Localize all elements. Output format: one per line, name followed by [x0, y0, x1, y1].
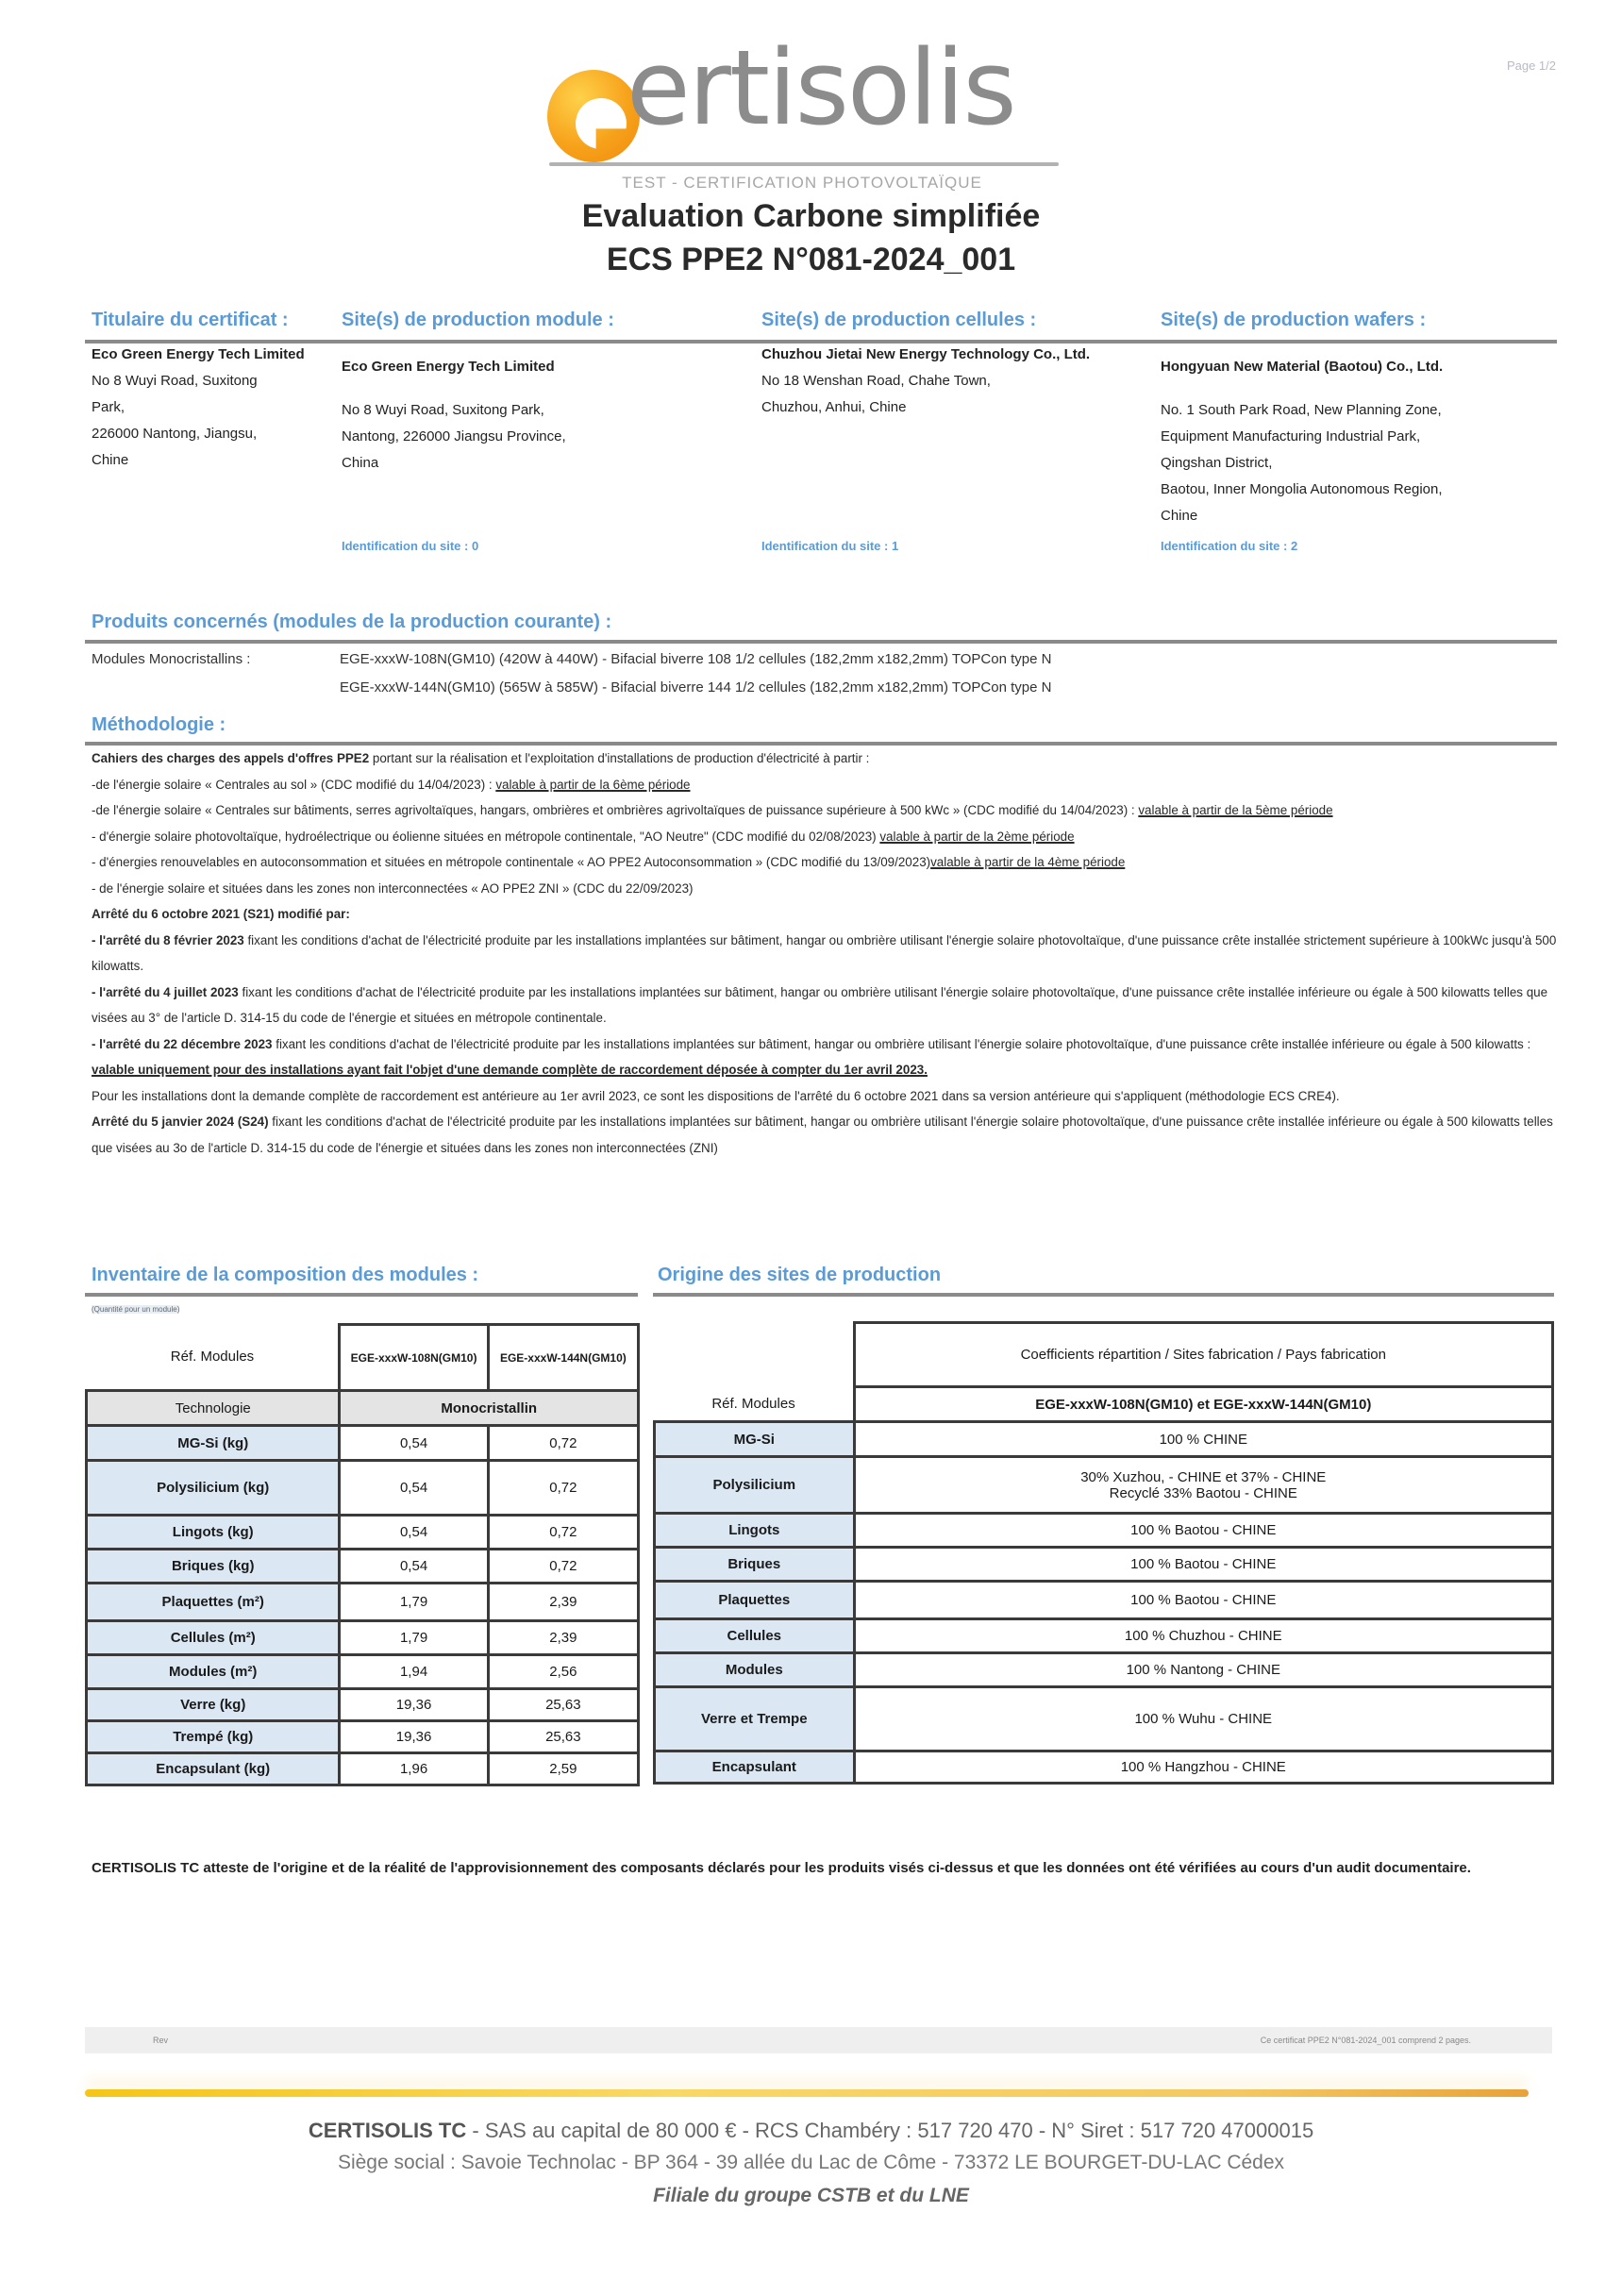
products-label: Modules Monocristallins :: [92, 651, 251, 667]
holder-name: Eco Green Energy Tech Limited: [92, 346, 305, 362]
company-address: Siège social : Savoie Technolac - BP 364 - 39 allée du Lac de Côme - 73372 LE BOURGET-DU-LAC Cédex: [337, 2152, 1285, 2173]
row-value-line: Recyclé 33% Baotou - CHINE: [1109, 1484, 1297, 1501]
table-row: [87, 1584, 639, 1621]
row-value: 0,72: [488, 1426, 638, 1461]
row-label: Verre (kg): [87, 1689, 340, 1721]
table-row: [87, 1461, 639, 1516]
table-row: [87, 1655, 639, 1689]
holder-address-line: No 8 Wuyi Road, Suxitong: [92, 373, 258, 389]
wafer-site-name: Hongyuan New Material (Baotou) Co., Ltd.: [1161, 359, 1444, 375]
certificate-number: ECS PPE2 N°081-2024_001: [606, 242, 1016, 277]
wafer-site-address-line: Equipment Manufacturing Industrial Park,: [1161, 428, 1421, 444]
row-label: Lingots: [655, 1514, 855, 1548]
row-value: 1,94: [340, 1655, 488, 1689]
table-row: [655, 1422, 1553, 1457]
section-divider: [653, 1293, 1554, 1297]
wafer-site-address-line: Chine: [1161, 508, 1198, 524]
row-label: Briques: [655, 1548, 855, 1582]
meth-validity: valable à partir de la 5ème période: [1138, 803, 1333, 817]
meth-bold: - l'arrêté du 22 décembre 2023: [92, 1036, 273, 1051]
row-value-line: 30% Xuzhou, - CHINE et 37% - CHINE: [1080, 1468, 1327, 1485]
logo-tagline: TEST - CERTIFICATION PHOTOVOLTAÏQUE: [622, 174, 982, 192]
table-row: [87, 1621, 639, 1655]
company-legal-line: [0, 2119, 1622, 2143]
blank-cell: [655, 1323, 855, 1387]
holder-address-line: Park,: [92, 399, 125, 415]
row-value: 0,54: [340, 1516, 488, 1550]
row-label: Modules (m²): [87, 1655, 340, 1689]
row-value: 19,36: [340, 1721, 488, 1753]
origin-table: [653, 1321, 1554, 1785]
models-combined: EGE-xxxW-108N(GM10) et EGE-xxxW-144N(GM10): [854, 1387, 1552, 1422]
table-row: [655, 1548, 1553, 1582]
page-count-note: Ce certificat PPE2 N°081-2024_001 comprend 2 pages.: [1260, 2036, 1471, 2045]
products-heading: Produits concernés (modules de la production courante) :: [92, 612, 612, 632]
origin-header-row: [655, 1323, 1553, 1387]
row-value: 0,54: [340, 1426, 488, 1461]
logo-underline: [549, 162, 1059, 166]
meth-text: portant sur la réalisation et l'exploitation d'installations de production d'électricité à partir :: [369, 751, 870, 765]
cell-site-ident: Identification du site : 1: [761, 539, 899, 553]
row-value: 2,56: [488, 1655, 638, 1689]
technology-label: Technologie: [87, 1391, 340, 1426]
logo-wordmark: ertisolis: [627, 27, 1015, 148]
row-label: Encapsulant: [655, 1751, 855, 1784]
row-value: 2,39: [488, 1621, 638, 1655]
row-label: MG-Si (kg): [87, 1426, 340, 1461]
meth-text: fixant les conditions d'achat de l'électricité produite par les installations implantées sur bâtiment, hangar ou ombrière utilisant l'énergie solaire photovoltaïque, d'une puissance crête installée strictement supérieure à 100kWc jusqu'à 500 kilowatts.: [92, 932, 1557, 973]
row-value: 25,63: [488, 1689, 638, 1721]
product-line: EGE-xxxW-144N(GM10) (565W à 585W) - Bifacial biverre 144 1/2 cellules (182,2mm x182,2mm) TOPCon type N: [340, 679, 1052, 696]
cell-site-address-line: Chuzhou, Anhui, Chine: [761, 399, 907, 415]
footer-bar: [85, 2027, 1552, 2053]
meth-text: fixant les conditions d'achat de l'électricité produite par les installations implantées sur bâtiment, hangar ou ombrière utilisant l'énergie solaire photovoltaïque, d'une puissance crête installée inférieure ou égale à 500 kilowatts :: [272, 1036, 1531, 1051]
row-value: 1,96: [340, 1753, 488, 1785]
revision-label: Rev: [153, 2036, 169, 2045]
row-value: 100 % Nantong - CHINE: [854, 1653, 1552, 1687]
row-label: Polysilicium (kg): [87, 1461, 340, 1516]
table-row: [87, 1721, 639, 1753]
row-label: Modules: [655, 1653, 855, 1687]
row-value: 100 % Wuhu - CHINE: [854, 1687, 1552, 1751]
table-row: [655, 1457, 1553, 1514]
table-row: [655, 1653, 1553, 1687]
module-site-ident: Identification du site : 0: [342, 539, 479, 553]
holder-address-line: Chine: [92, 452, 129, 468]
row-value: 100 % Chuzhou - CHINE: [854, 1619, 1552, 1653]
table-row: [87, 1753, 639, 1785]
table-row: [655, 1687, 1553, 1751]
meth-text: - d'énergies renouvelables en autoconsommation et situées en métropole continentale « AO PPE2 Autoconsommation » (CDC modifié du 13/09/2023): [92, 855, 931, 869]
model-header: EGE-xxxW-108N(GM10): [340, 1325, 488, 1391]
module-site-address-line: No 8 Wuyi Road, Suxitong Park,: [342, 402, 544, 418]
certisolis-logo: [547, 27, 1076, 192]
table-row: [655, 1514, 1553, 1548]
table-row: [87, 1426, 639, 1461]
meth-text: fixant les conditions d'achat de l'électricité produite par les installations implantées sur bâtiment, hangar ou ombrière utilisant l'énergie solaire photovoltaïque, d'une puissance crête installée inférieure ou égale à 500 kilowatts telles que visées au 3° de l'article D. 314-15 du code de l'énergie et situées en métropole continentale.: [92, 984, 1548, 1025]
gold-divider: [85, 2089, 1529, 2097]
inventory-table: [85, 1323, 640, 1786]
wafer-site-address-line: No. 1 South Park Road, New Planning Zone,: [1161, 402, 1442, 418]
document-title: Evaluation Carbone simplifiée: [581, 198, 1041, 234]
model-header: EGE-xxxW-144N(GM10): [488, 1325, 638, 1391]
meth-text: -de l'énergie solaire « Centrales sur bâtiments, serres agrivoltaïques, hangars, ombrières et ombrières agrivoltaïques de puissance supérieure à 500 kWc » (CDC modifié du 14/04/2023) :: [92, 803, 1139, 817]
ref-modules-label: Réf. Modules: [655, 1387, 855, 1422]
technology-row: [87, 1391, 639, 1426]
meth-validity: valable à partir de la 2ème période: [879, 829, 1075, 844]
meth-bold: - l'arrêté du 4 juillet 2023: [92, 984, 239, 999]
cell-site-address-line: No 18 Wenshan Road, Chahe Town,: [761, 373, 991, 389]
row-label: Encapsulant (kg): [87, 1753, 340, 1785]
row-value: [854, 1457, 1552, 1514]
wafer-site-address-line: Qingshan District,: [1161, 455, 1273, 471]
row-value: 0,54: [340, 1461, 488, 1516]
row-value: 0,72: [488, 1550, 638, 1584]
row-value: 100 % CHINE: [854, 1422, 1552, 1457]
row-value: 100 % Baotou - CHINE: [854, 1548, 1552, 1582]
module-site-block: [342, 354, 738, 553]
row-label: Trempé (kg): [87, 1721, 340, 1753]
meth-text: - d'énergie solaire photovoltaïque, hydroélectrique ou éolienne situées en métropole continentale, "AO Neutre" (CDC modifié du 02/08/2023): [92, 829, 880, 844]
row-value: 100 % Baotou - CHINE: [854, 1582, 1552, 1619]
meth-bold: - l'arrêté du 8 février 2023: [92, 932, 244, 947]
row-label: Cellules: [655, 1619, 855, 1653]
cell-site-block: [761, 342, 1139, 553]
inventory-heading: Inventaire de la composition des modules :: [92, 1265, 479, 1285]
row-value: 19,36: [340, 1689, 488, 1721]
origin-models-row: [655, 1387, 1553, 1422]
ref-modules-label: Réf. Modules: [87, 1325, 340, 1391]
methodology-text: [92, 746, 1563, 1161]
wafer-site-address-line: Baotou, Inner Mongolia Autonomous Region,: [1161, 481, 1443, 497]
meth-bold: Cahiers des charges des appels d'offres PPE2: [92, 751, 370, 765]
row-value: 0,72: [488, 1516, 638, 1550]
wafer-site-ident: Identification du site : 2: [1161, 539, 1298, 553]
row-value: 0,72: [488, 1461, 638, 1516]
cell-site-heading: Site(s) de production cellules :: [761, 310, 1037, 330]
table-row: [87, 1689, 639, 1721]
meth-bold: Arrêté du 6 octobre 2021 (S21) modifié par:: [92, 907, 350, 921]
page-number: Page 1/2: [1506, 59, 1556, 73]
table-row: [655, 1619, 1553, 1653]
row-label: MG-Si: [655, 1422, 855, 1457]
module-site-address-line: China: [342, 455, 379, 471]
row-value: 100 % Hangzhou - CHINE: [854, 1751, 1552, 1784]
meth-text: Pour les installations dont la demande complète de raccordement est antérieure au 1er avril 2023, ce sont les dispositions de l'arrêté du 6 octobre 2021 dans sa version antérieure qui s'appliquent (méthodologie ECS CRE4).: [92, 1088, 1340, 1103]
module-site-address-line: Nantong, 226000 Jiangsu Province,: [342, 428, 566, 444]
meth-text: - de l'énergie solaire et situées dans les zones non interconnectées « AO PPE2 ZNI » (CDC du 22/09/2023): [92, 880, 694, 896]
row-label: Lingots (kg): [87, 1516, 340, 1550]
row-value: 2,39: [488, 1584, 638, 1621]
meth-validity: valable à partir de la 4ème période: [930, 855, 1126, 869]
table-row: [655, 1582, 1553, 1619]
table-row: [87, 1550, 639, 1584]
coefficients-header: Coefficients répartition / Sites fabrication / Pays fabrication: [854, 1323, 1552, 1387]
inventory-header-row: [87, 1325, 639, 1391]
product-line: EGE-xxxW-108N(GM10) (420W à 440W) - Bifacial biverre 108 1/2 cellules (182,2mm x182,2mm) TOPCon type N: [340, 651, 1052, 667]
row-label: Plaquettes: [655, 1582, 855, 1619]
company-legal-text: - SAS au capital de 80 000 € - RCS Chambéry : 517 720 470 - N° Siret : 517 720 47000015: [466, 2119, 1314, 2142]
row-label: Briques (kg): [87, 1550, 340, 1584]
meth-text: -de l'énergie solaire « Centrales au sol » (CDC modifié du 14/04/2023) :: [92, 777, 496, 792]
module-site-heading: Site(s) de production module :: [342, 310, 614, 330]
holder-block: [92, 342, 318, 474]
holder-heading: Titulaire du certificat :: [92, 310, 289, 330]
row-label: Polysilicium: [655, 1457, 855, 1514]
meth-text: fixant les conditions d'achat de l'électricité produite par les installations implantées sur bâtiment, hangar ou ombrière utilisant l'énergie solaire photovoltaïque, d'une puissance crête installée inférieure ou égale à 500 kilowatts telles que visées au 3o de l'article D. 314-15 du code de l'énergie et situées dans les zones non interconnectées (ZNI): [92, 1114, 1553, 1155]
row-value: 1,79: [340, 1621, 488, 1655]
section-divider: [85, 1293, 638, 1297]
wafer-site-block: [1161, 354, 1566, 553]
holder-address-line: 226000 Nantong, Jiangsu,: [92, 426, 258, 442]
row-value: 2,59: [488, 1753, 638, 1785]
meth-validity: valable uniquement pour des installations ayant fait l'objet d'une demande complète de raccordement déposée à compter du 1er avril 2023.: [92, 1063, 928, 1077]
row-value: 100 % Baotou - CHINE: [854, 1514, 1552, 1548]
cell-site-name: Chuzhou Jietai New Energy Technology Co., Ltd.: [761, 346, 1091, 362]
table-row: [655, 1751, 1553, 1784]
row-label: Verre et Trempe: [655, 1687, 855, 1751]
attestation-text: CERTISOLIS TC atteste de l'origine et de la réalité de l'approvisionnement des composants déclarés pour les produits visés ci-dessus et que les données ont été vérifiées au cours d'un audit documentaire.: [92, 1860, 1471, 1876]
technology-value: Monocristallin: [340, 1391, 639, 1426]
table-row: [87, 1516, 639, 1550]
origin-heading: Origine des sites de production: [658, 1265, 942, 1285]
company-name: CERTISOLIS TC: [308, 2119, 467, 2142]
row-label: Plaquettes (m²): [87, 1584, 340, 1621]
group-affiliation: Filiale du groupe CSTB et du LNE: [653, 2185, 969, 2206]
row-value: 25,63: [488, 1721, 638, 1753]
meth-bold: Arrêté du 5 janvier 2024 (S24): [92, 1114, 269, 1129]
meth-validity: valable à partir de la 6ème période: [495, 777, 691, 792]
wafer-site-heading: Site(s) de production wafers :: [1161, 310, 1427, 330]
row-value: 1,79: [340, 1584, 488, 1621]
inventory-note: (Quantité pour un module): [92, 1305, 180, 1314]
row-value: 0,54: [340, 1550, 488, 1584]
module-site-name: Eco Green Energy Tech Limited: [342, 359, 555, 375]
section-divider: [85, 640, 1557, 644]
methodology-heading: Méthodologie :: [92, 714, 226, 735]
row-label: Cellules (m²): [87, 1621, 340, 1655]
